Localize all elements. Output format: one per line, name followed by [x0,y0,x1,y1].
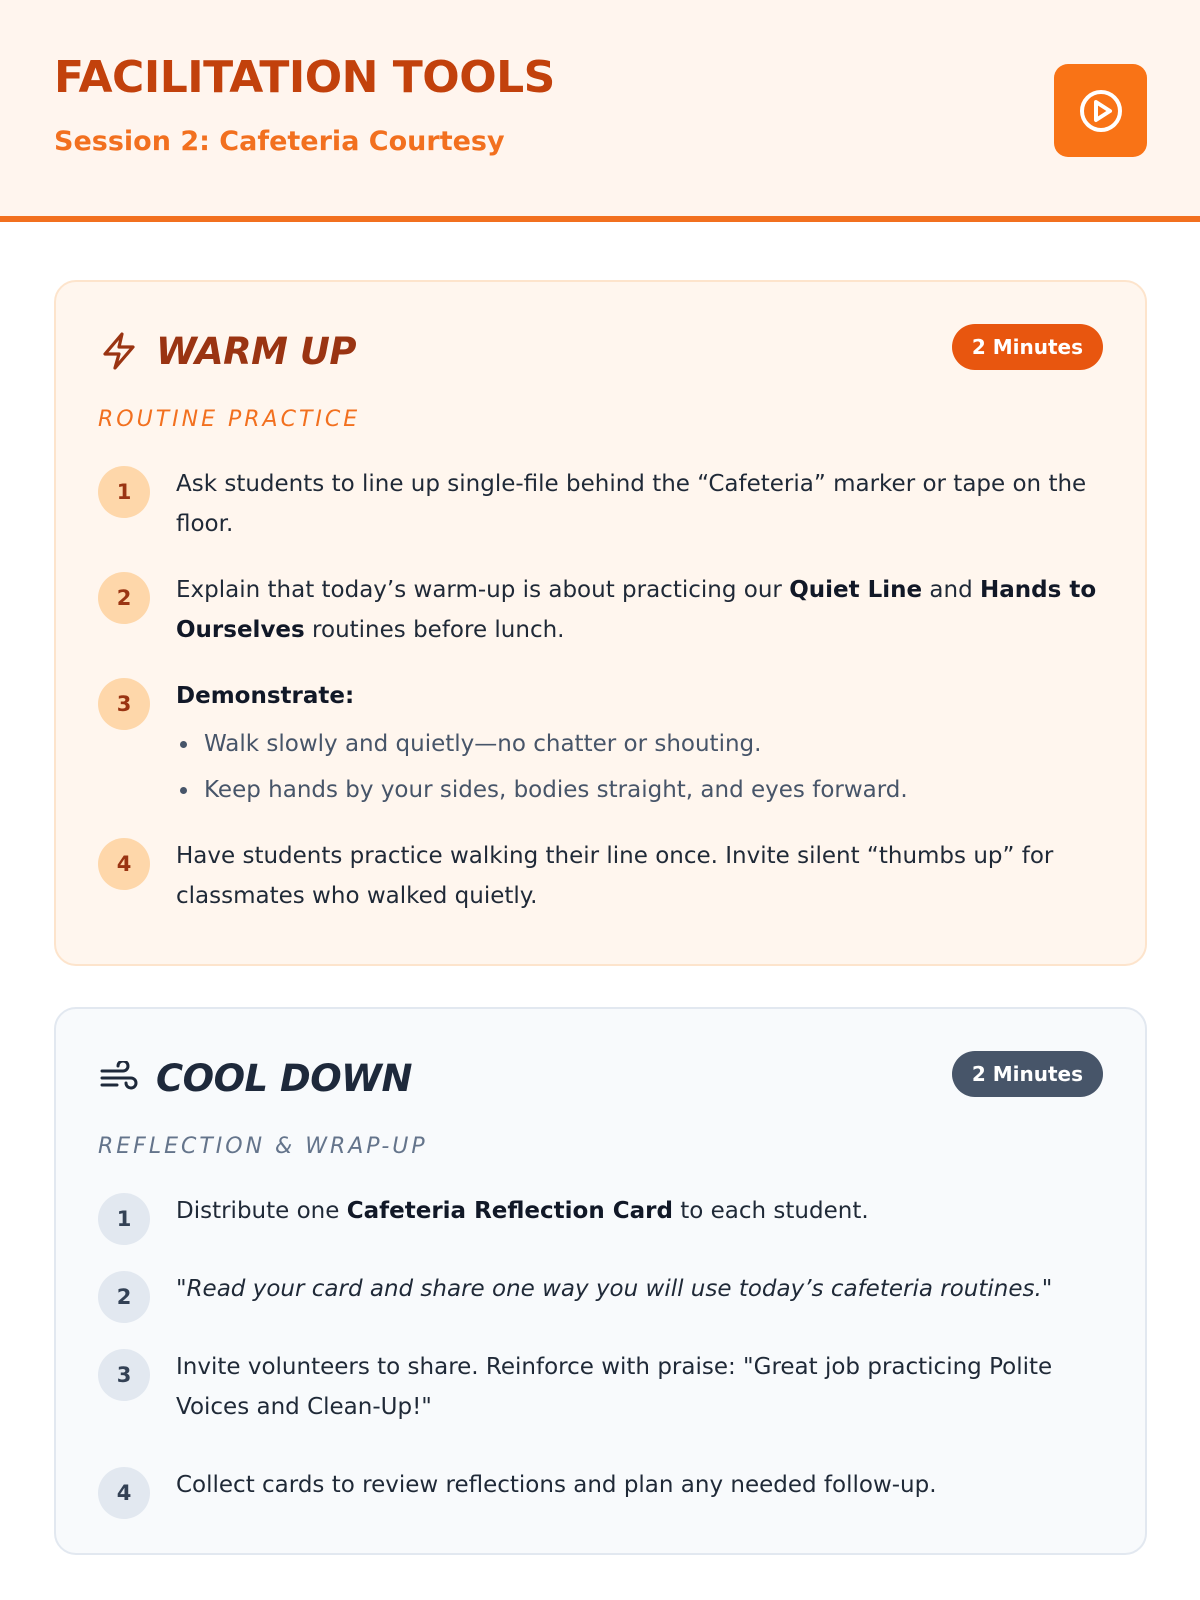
step-bold-text: Cafeteria Reflection Card [346,1198,673,1224]
step-text-part: to each student. [672,1198,869,1224]
step-text: Have students practice walking their line once. Invite silent “thumbs up” for classmates who walked quietly. [176,843,1054,909]
step-number: 1 [98,466,150,518]
step-number: 3 [98,678,150,730]
step-quote: "Read your card and share one way you will use today’s cafeteria routines." [176,1276,1053,1302]
cool-down-steps [98,1191,1103,1543]
step-text [176,676,1103,810]
list-item [98,570,1103,650]
list-item [98,1191,1103,1231]
warm-up-header [98,326,356,376]
step-number: 4 [98,838,150,890]
cool-down-card [54,1007,1147,1555]
step-number: 4 [98,1467,150,1519]
step-text [176,570,1103,650]
session-subtitle: Session 2: Cafeteria Courtesy [54,126,505,157]
page-header [0,0,1200,222]
page-title: FACILITATION TOOLS [54,52,555,103]
step-heading: Demonstrate: [176,683,355,709]
bullet-item: Walk slowly and quietly—no chatter or shouting. [176,724,1103,764]
step-number: 3 [98,1349,150,1401]
list-item [98,836,1103,916]
step-text: Collect cards to review reflections and plan any needed follow-up. [176,1472,937,1498]
cool-down-duration-badge: 2 Minutes [952,1051,1103,1097]
play-button[interactable] [1054,64,1147,157]
warm-up-card [54,280,1147,966]
list-item [98,1465,1103,1505]
cool-down-title: COOL DOWN [156,1056,412,1100]
step-text: Ask students to line up single-file behind the “Cafeteria” marker or tape on the floor. [176,471,1087,537]
cool-down-header [98,1053,412,1103]
step-text [176,1191,1103,1231]
step-text [176,1269,1103,1309]
step-number: 2 [98,1271,150,1323]
step-text-part: Explain that today’s warm-up is about practicing our [176,577,790,603]
bullet-list [176,724,1103,810]
list-item [98,464,1103,544]
bullet-item: Keep hands by your sides, bodies straight, and eyes forward. [176,770,1103,810]
warm-up-duration-badge: 2 Minutes [952,324,1103,370]
play-circle-icon [1077,87,1125,135]
step-bold-text: Quiet Line [789,577,923,603]
cool-down-subtitle: REFLECTION & WRAP-UP [98,1134,428,1159]
wind-icon [98,1057,140,1099]
step-number: 1 [98,1193,150,1245]
step-number: 2 [98,572,150,624]
warm-up-subtitle: ROUTINE PRACTICE [98,407,361,432]
list-item [98,676,1103,810]
step-bold-text: Hands to Ourselves [176,577,1097,643]
warm-up-steps [98,464,1103,942]
step-text-part: routines before lunch. [304,617,565,643]
step-text-part: and [922,577,981,603]
warm-up-title: WARM UP [156,329,356,373]
step-text: Invite volunteers to share. Reinforce with praise: "Great job practicing Polite Voices and Clean-Up!" [176,1354,1053,1420]
step-text-part: Distribute one [176,1198,347,1224]
list-item [98,1347,1103,1427]
list-item [98,1269,1103,1309]
lightning-bolt-icon [98,330,140,372]
